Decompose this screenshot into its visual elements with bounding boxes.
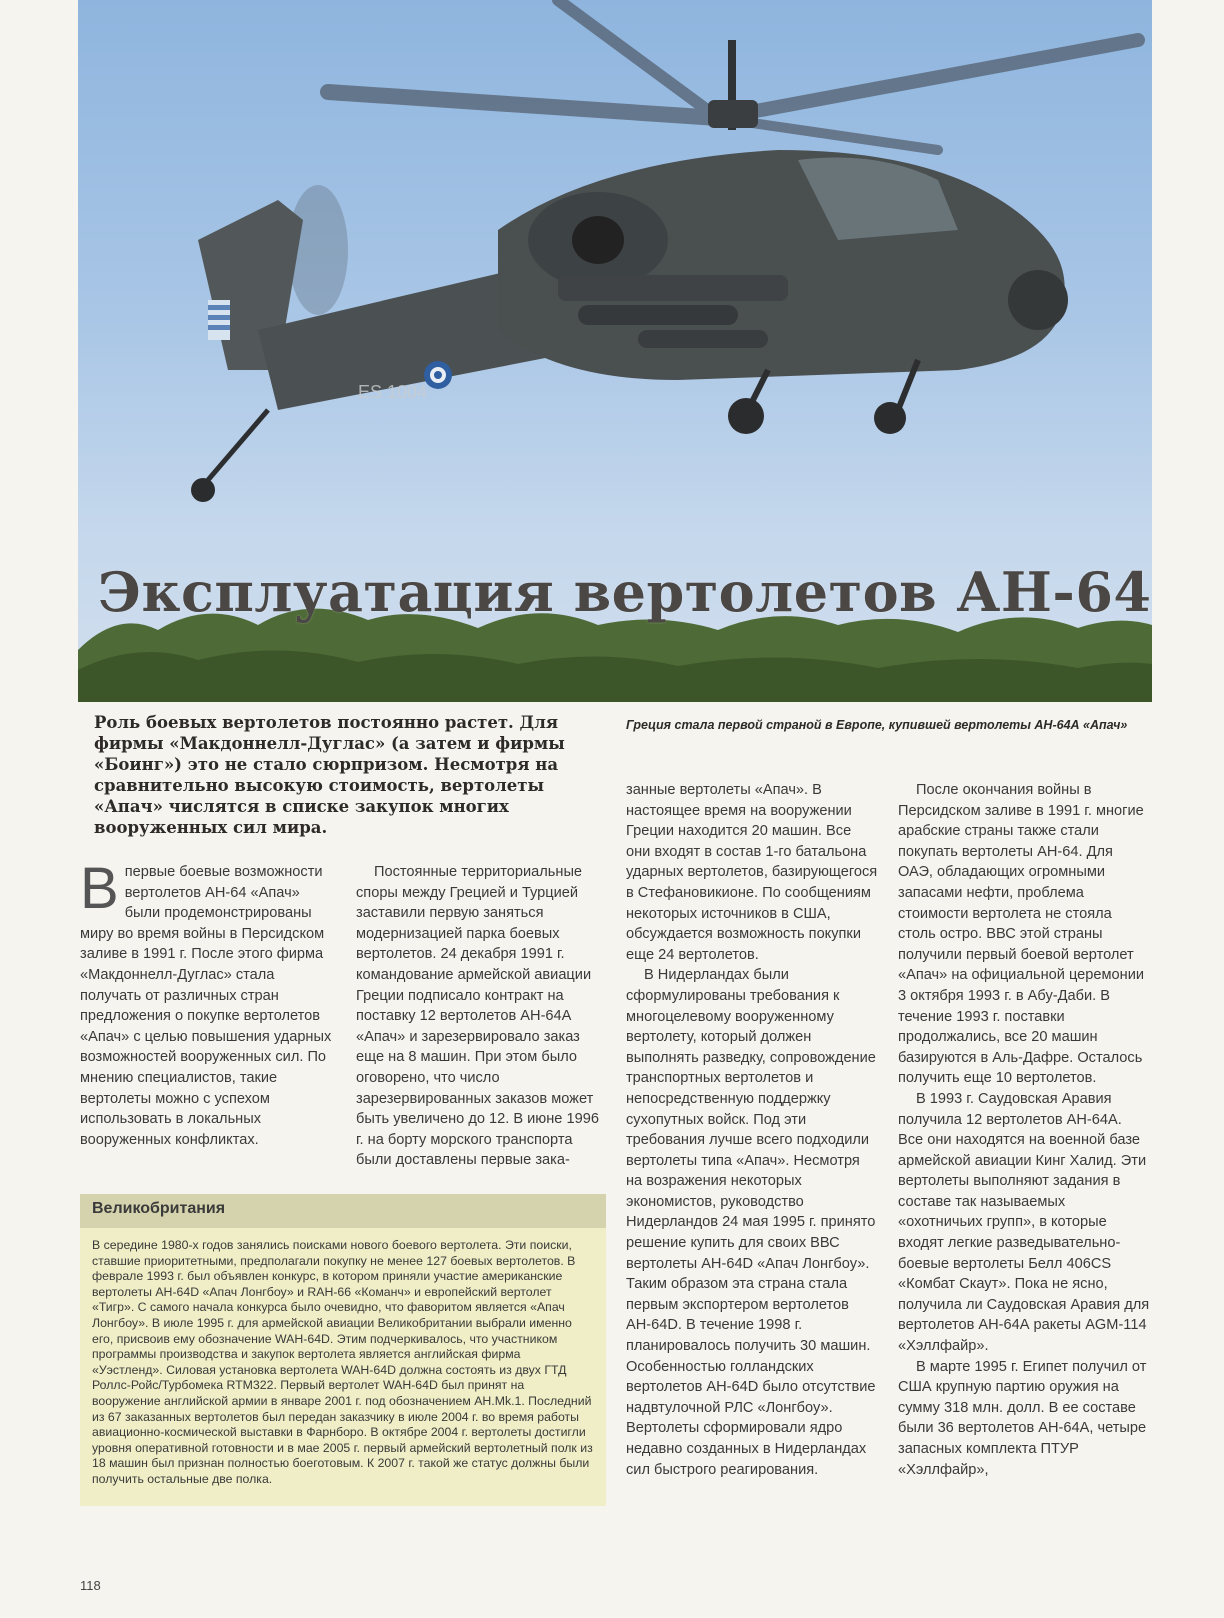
hero-photo	[78, 0, 1152, 702]
flag-icon	[208, 300, 230, 340]
column-2	[356, 862, 608, 1171]
page-number: 118	[80, 1578, 101, 1593]
column-1	[80, 856, 332, 1150]
lead-paragraph: Роль боевых вертолетов постоянно растет. Для фирмы «Макдоннелл-Дуглас» (а затем и фирмы «Боинг») это не стало сюрпризом. Несмотря на сравнительно высокую стоимость, вертолеты «Апач» числятся в списке закупок многих вооруженных сил мира.	[94, 713, 565, 837]
col1-paragraph-1: первые боевые возможности вертолетов АН-64 «Апач» были продемонстрированы миру во время войны в Персидском заливе в 1991 г. После этого фирма «Макдоннелл-Дуглас» стала получать от различных стран предложения о покупке вертолетов «Апач» с целью повышения ударных возможностей вооруженных сил. По мнению специалистов, такие вертолеты можно с успехом использовать в локальных вооруженных конфликтах.	[80, 864, 332, 1148]
col4-paragraph-1: После окончания войны в Персидском заливе в 1991 г. многие арабские страны также стали покупать вертолеты АН-64. Для ОАЭ, обладающих огромными запасами нефти, проблема стоимости вертолета не стояла столь остро. ВВС этой страны получили первый боевой вертолет «Апач» на официальной церемонии 3 октября 1993 г. в Абу-Даби. В течение 1993 г. поставки продолжались, все 20 машин базируются в Аль-Дафре. Осталось получить еще 10 вертолетов.	[898, 782, 1145, 1087]
column-4	[898, 780, 1150, 1480]
sidebar-box	[80, 1194, 606, 1506]
roundel-icon	[424, 361, 452, 389]
col2-paragraph-1: Постоянные территориальные споры между Грецией и Турцией заставили первую заняться модернизацией парка боевых вертолетов. 24 декабря 1991 г. командование армейской авиации Греции подписало контракт на поставку 12 вертолетов АН-64А «Апач» и зарезервировало заказ еще на 8 машин. При этом было оговорено, что число зарезервированных заказов может быть увеличено до 12. В июне 1996 г. на борту морского транспорта были доставлены первые зака-	[356, 864, 599, 1169]
col4-paragraph-2: В 1993 г. Саудовская Аравия получила 12 вертолетов АН-64А. Все они находятся на военной базе армейской авиации Кинг Халид. Эти вертолеты выполняют задания в составе так называемых «охотничьих групп», в которые входят легкие разведывательно-боевые вертолеты Белл 406CS «Комбат Скаут». Пока не ясно, получила ли Саудовская Аравия для вертолетов АН-64А ракеты AGM-114 «Хэллфайр».	[898, 1090, 1150, 1355]
col3-paragraph-2: В Нидерландах были сформулированы требования к многоцелевому вооруженному вертолету, который должен выполнять разведку, сопровождение транспортных вертолетов и непосредственную поддержку сухопутных войск. Под эти требования лучше всего подходили вертолеты типа «Апач». Несмотря на возражения некоторых экономистов, руководство Нидерландов 24 мая 1995 г. принято решение купить для своих ВВС вертолеты АН-64D «Апач Лонгбоу». Таким образом эта страна стала первым экспортером вертолетов АН-64D. В течение 1998 г. планировалось получить 30 машин. Особенностью голландских вертолетов АН-64D было отсутствие надвтулочной РЛС «Лонгбоу». Вертолеты сформировали ядро недавно созданных в Нидерландах сил быстрого реагирования.	[626, 967, 876, 1478]
page-title: Эксплуатация вертолетов АН-64	[98, 560, 1152, 624]
column-3	[626, 780, 878, 1480]
sidebar-heading: Великобритания	[80, 1194, 606, 1228]
tail-code: ES 1004	[358, 382, 428, 402]
photo-caption: Греция стала первой страной в Европе, купившей вертолеты АН-64А «Апач»	[626, 718, 1128, 732]
sidebar-text: В середине 1980-х годов занялись поисками нового боевого вертолета. Эти поиски, ставшие приоритетными, предполагали покупку не менее 127 боевых вертолетов. В феврале 1993 г. был объявлен конкурс, в котором приняли участие американские вертолеты АН-64D «Апач Лонгбоу» и RAH-66 «Команч» и европейский вертолет «Тигр». С самого начала конкурса было очевидно, что фаворитом является «Апач Лонгбоу». В июле 1995 г. для армейской авиации Великобритании выбрали именно его, присвоив ему обозначение WAH-64D. Этим подчеркивалось, что участником программы производства и закупок вертолета является английская фирма «Уэстленд». Силовая установка вертолета WAH-64D должна состоять из двух ГТД Роллс-Ройс/Турбомека RTM322. Первый вертолет WAH-64D был принят на вооружение английской армии в январе 2001 г. под обозначением АН.Mk.1. Последний из 67 заказанных вертолетов был передан заказчику в июле 2004 г. во время работы авиационно-космической выставки в Фарнборо. В октябре 2004 г. вертолеты достигли уровня оперативной готовности и в мае 2005 г. первый армейский вертолетный полк из 18 машин был признан полностью боеготовым. К 2007 г. такой же статус должны были получить остальные две полка.	[92, 1238, 593, 1486]
col4-paragraph-3: В марте 1995 г. Египет получил от США крупную партию оружия на сумму 318 млн. долл. В ее составе были 36 вертолетов АН-64А, четыре запасных комплекта ПТУР «Хэллфайр»,	[898, 1358, 1147, 1478]
col3-paragraph-1: занные вертолеты «Апач». В настоящее время на вооружении Греции находится 20 машин. Все они входят в состав 1-го батальона ударных вертолетов, базирующегося в Стефановикионе. По сообщениям некоторых источников в США, обсуждается возможность покупки еще 24 вертолетов.	[626, 782, 878, 963]
dropcap: В	[80, 856, 119, 921]
